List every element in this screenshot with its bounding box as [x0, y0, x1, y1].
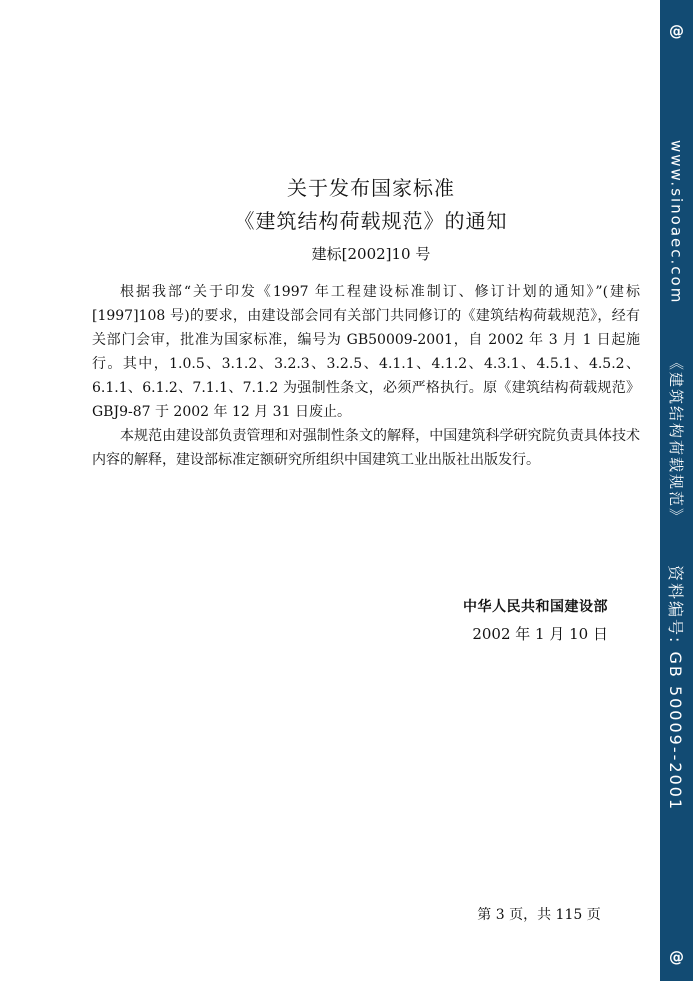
paragraph-1: 根据我部“关于印发《1997 年工程建设标准制订、修订计划的通知》”(建标[1997]108 号)的要求，由建设部会同有关部门共同修订的《建筑结构荷载规范》，经有关部门会审，批准为国家标准，编号为 GB50009-2001，自 2002 年 3 月 1 日起施行。其中，1.0.5、3.1.2、3.2.3、3.2.5、4.1.1、4.1.2、4.3.1、4.5.1、4.5.2、6.1.1、6.1.2、7.1.1、7.1.2 为强制性条文，必须严格执行。原《建筑结构荷载规范》GBJ9-87 于 2002 年 12 月 31 日废止。 — [92, 284, 640, 420]
paragraph-2: 本规范由建设部负责管理和对强制性条文的解释，中国建筑科学研究院负责具体技术内容的解释，建设部标准定额研究所组织中国建筑工业出版社出版发行。 — [92, 428, 640, 468]
at-symbol-icon: @ — [669, 948, 684, 966]
website-url: www.sinoaec.com — [667, 140, 686, 305]
side-banner — [660, 0, 693, 981]
page-footer: 第 3 页，共 115 页 — [477, 907, 601, 923]
notice-title-line2: 《建筑结构荷载规范》的通知 — [234, 209, 508, 233]
at-symbol-icon: @ — [669, 22, 684, 40]
signature-block — [463, 594, 608, 648]
document-code-vertical: 资料编号: GB 50009--2001 — [666, 565, 685, 812]
signature-organization: 中华人民共和国建设部 — [463, 599, 608, 615]
notice-title-line1: 关于发布国家标准 — [287, 176, 455, 200]
book-title-vertical: 《建筑结构荷载规范》 — [667, 355, 685, 526]
notice-body — [92, 280, 640, 472]
document-number: 建标[2002]10 号 — [311, 245, 431, 263]
signature-date: 2002 年 1 月 10 日 — [472, 625, 608, 643]
